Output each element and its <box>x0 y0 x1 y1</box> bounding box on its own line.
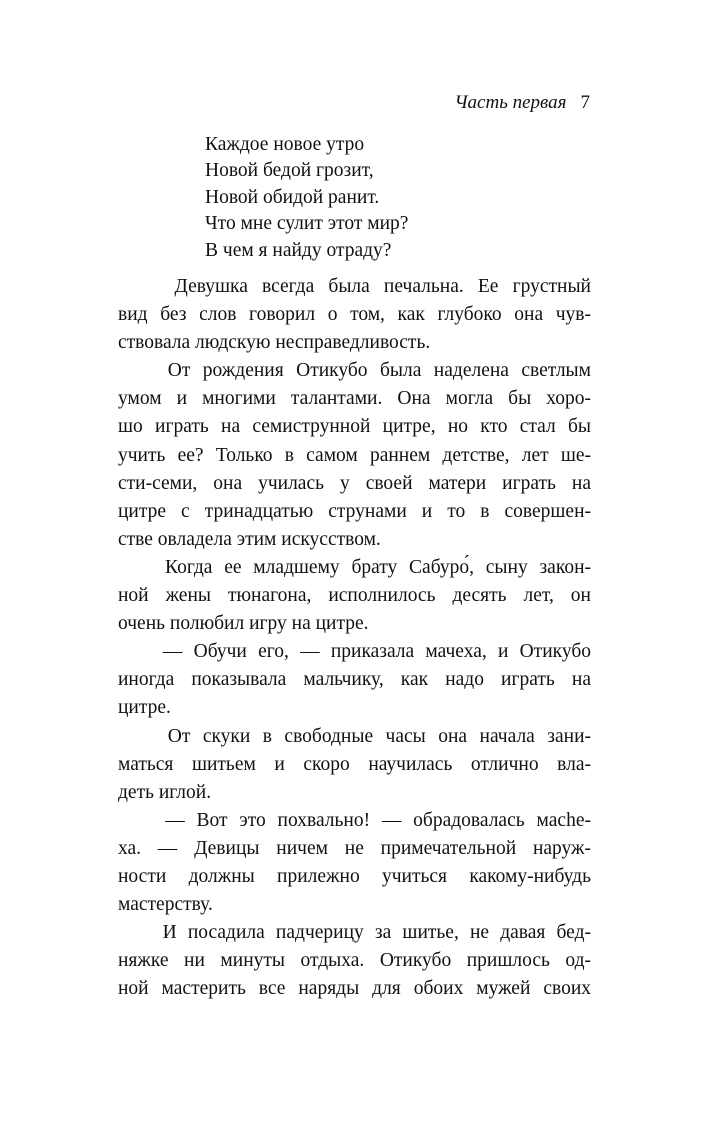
text-line: цитре с тринадцатью струнами и то в совершен- <box>118 500 591 522</box>
text-line: умом и многими талантами. Она могла бы хоро- <box>118 388 591 410</box>
section-title: Часть первая <box>454 92 567 113</box>
running-header <box>454 91 590 115</box>
poem-line: Каждое новое утро <box>205 134 365 155</box>
text-line: няжке ни минуты отдыха. Отикубо пришлось од- <box>118 950 591 972</box>
text-line: — Вот это похвально! — обрадовалась мache- <box>118 809 591 831</box>
text-line: ха. — Девицы ничем не примечательной наруж- <box>118 837 591 859</box>
poem-line: Новой бедой грозит, <box>205 160 374 182</box>
text-line: ной мастерить все наряды для обоих мужей своих <box>118 978 591 1000</box>
text-line: ной жены тюнагона, исполнилось десять лет, он <box>118 585 591 607</box>
text-line: шо играть на семиструнной цитре, но кто стал бы <box>118 416 591 438</box>
poem-epigraph <box>205 132 408 264</box>
body-text <box>118 273 591 1003</box>
text-line: маться шитьем и скоро научилась отлично вла- <box>118 753 591 775</box>
text-line: цитре. <box>118 697 171 719</box>
text-line: Девушка всегда была печальна. Ее грустный <box>118 276 591 297</box>
text-line: деть иглой. <box>118 781 212 803</box>
text-line: очень полюбил игру на цитре. <box>118 613 369 635</box>
poem-line: Новой обидой ранит. <box>205 186 380 208</box>
text-line: иногда показывала мальчику, как надо играть на <box>118 669 591 691</box>
text-line: учить ее? Только в самом раннем детстве, лет ше- <box>118 444 591 466</box>
text-line: сти-семи, она училась у своей матери играть на <box>118 472 591 494</box>
text-line: ности должны прилежно учиться какому-нибудь <box>118 865 591 887</box>
page-number: 7 <box>580 92 590 113</box>
text-line: — Обучи его, — приказала мачеха, и Отикубо <box>118 641 591 663</box>
text-line: И посадила падчерицу за шитье, не давая бед- <box>118 922 591 944</box>
poem-line: Что мне сулит этот мир? <box>205 213 409 235</box>
text-line: От рождения Отикубо была наделена светлым <box>118 360 591 382</box>
text-line: мастерству. <box>118 894 213 916</box>
text-line: ствовала людскую несправедливость. <box>118 332 431 354</box>
poem-line: В чем я найду отраду? <box>205 239 392 261</box>
text-line: стве овладела этим искусством. <box>118 528 381 550</box>
text-line: вид без слов говорил о том, как глубоко она чув- <box>118 304 591 326</box>
text-line: От скуки в свободные часы она начала зани- <box>118 725 591 747</box>
text-line: Когда ее младшему брату Сабуро́, сыну закон- <box>118 556 591 578</box>
